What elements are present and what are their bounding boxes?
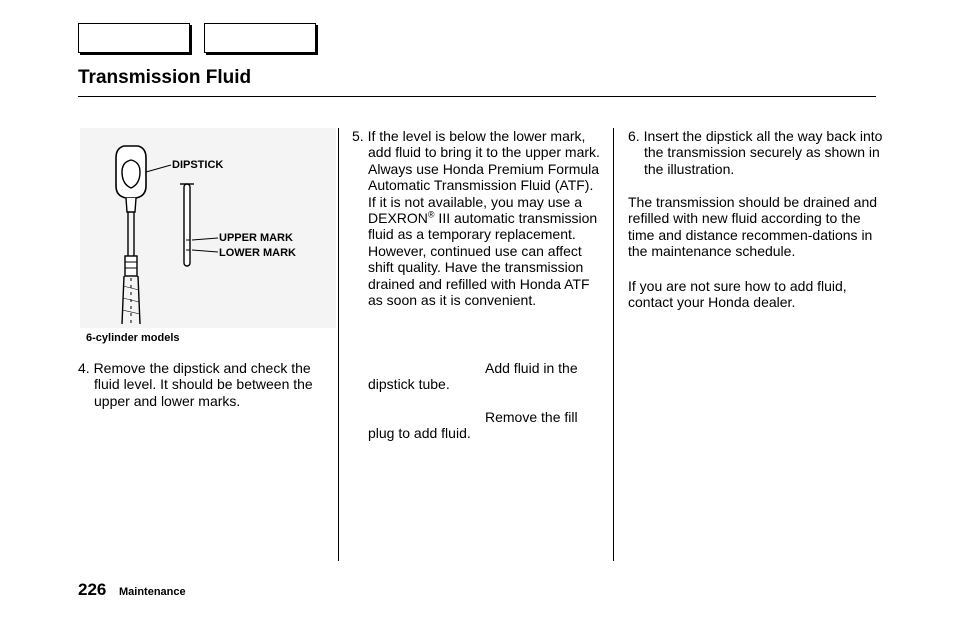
step-6-text [628,128,883,177]
dipstick-illustration [80,128,336,328]
drain-paragraph-text: The transmission should be drained and refilled with new fluid according to the time and distance recommen-dations in the maintenance schedule. [628,194,878,260]
nav-tab-1[interactable] [78,23,190,53]
column-divider-left [338,128,339,561]
note-fill-plug [352,409,602,442]
note-dipstick-tube [352,360,602,393]
step-5-paragraph [352,128,602,308]
nav-tab-2[interactable] [204,23,316,53]
note-dipstick-tube-text: Add fluid in the dipstick tube. [368,360,578,393]
title-rule [78,96,876,97]
section-name: Maintenance [119,586,186,598]
step-4-paragraph: 4. Remove the dipstick and check the fluid level. It should be between the upper and lower marks. [78,360,313,409]
dealer-paragraph [628,278,883,311]
step-5-text [352,128,602,308]
note-fill-plug-text: Remove the fill plug to add fluid. [368,409,578,442]
drain-paragraph [628,194,883,260]
column-divider-right [613,128,614,561]
step-5-part-2: III automatic transmission fluid as a temporary replacement. However, continued use can affect shift quality. Have the transmission drained and refilled with Honda ATF as soon as it is convenient. [368,210,598,309]
upper-mark-label: UPPER MARK [219,232,293,244]
step-6-paragraph: 6. Insert the dipstick all the way back into the transmission securely as shown in the illustration. [628,128,883,177]
registered-mark: ® [427,209,435,220]
dipstick-drawing [80,128,336,328]
page-number: 226 [78,580,107,599]
page-title: Transmission Fluid [78,67,252,88]
step-5-part-1: 5. If the level is below the lower mark, add fluid to bring it to the upper mark. Always use Honda Premium Formula Automatic Transmission Fluid (ATF). If it is not available, you may use a DEXRON [352,128,600,227]
dealer-paragraph-text: If you are not sure how to add fluid, contact your Honda dealer. [628,278,847,311]
dipstick-label: DIPSTICK [172,159,224,171]
figure-caption: 6-cylinder models [86,332,180,344]
step-4-text [78,360,318,409]
lower-mark-label: LOWER MARK [219,247,296,259]
